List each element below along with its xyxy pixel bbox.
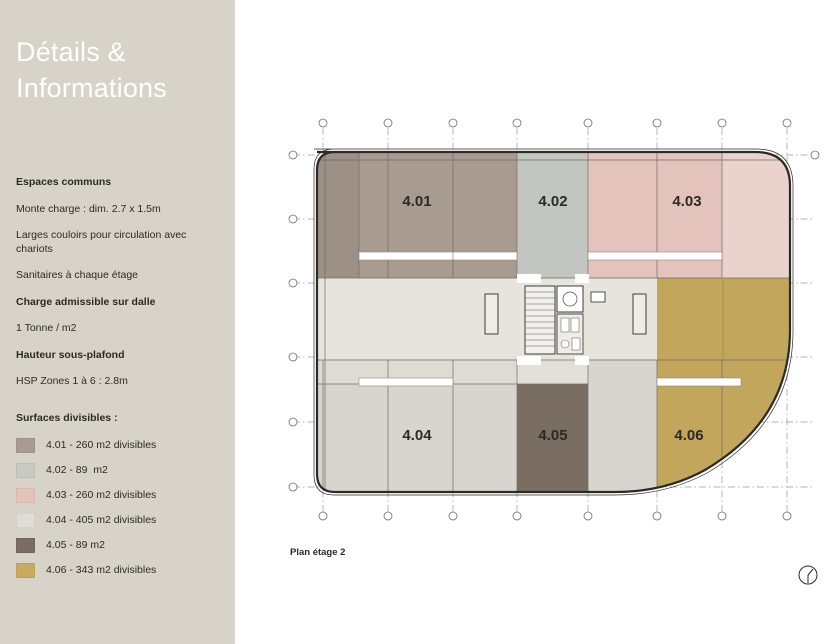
legend-label-405: 4.05 - 89 m2 (46, 539, 105, 551)
info-monte-charge: Monte charge : dim. 2.7 x 1.5m (16, 202, 161, 215)
zone-label-4-04: 4.04 (402, 427, 432, 444)
info-hsp-valeur: HSP Zones 1 à 6 : 2.8m (16, 375, 128, 387)
legend-item-402 (16, 461, 226, 479)
legend-label-403: 4.03 - 260 m2 divisibles (46, 489, 157, 501)
grid-bubbles-left (289, 151, 297, 491)
compass-icon (797, 564, 819, 586)
sidebar (0, 0, 235, 644)
floor-plan-drawing (235, 0, 834, 540)
zone-label-4-06: 4.06 (674, 427, 704, 444)
zone-label-4-03: 4.03 (672, 193, 702, 210)
legend-label-406: 4.06 - 343 m2 divisibles (46, 564, 157, 576)
page-title-line1: Détails & (16, 37, 126, 67)
legend-item-404 (16, 511, 226, 529)
legend-swatch-405 (16, 538, 35, 553)
legend-item-405 (16, 536, 226, 554)
core-stairs (525, 286, 555, 354)
core-elevator (557, 286, 583, 354)
legend-swatch-401 (16, 438, 35, 453)
page-title-line2: Informations (16, 73, 167, 103)
info-heading-charge-admissible: Charge admissible sur dalle (16, 295, 156, 308)
grid-bubbles-top (319, 119, 791, 127)
legend-swatch-403 (16, 488, 35, 503)
legend (16, 412, 226, 586)
info-block (16, 176, 221, 402)
zone-label-4-01: 4.01 (402, 193, 432, 210)
legend-item-406 (16, 561, 226, 579)
legend-item-401 (16, 436, 226, 454)
info-heading-hauteur-sous-plafond: Hauteur sous-plafond (16, 348, 125, 361)
info-sanitaires: Sanitaires à chaque étage (16, 269, 139, 281)
legend-item-403 (16, 486, 226, 504)
zone-4-02[interactable] (517, 152, 588, 278)
info-charge-valeur: 1 Tonne / m2 (16, 322, 77, 334)
info-heading-espaces-communs: Espaces communs (16, 176, 112, 188)
legend-label-404: 4.04 - 405 m2 divisibles (46, 514, 157, 526)
grid-bubbles-bottom (319, 512, 791, 520)
legend-swatch-402 (16, 463, 35, 478)
legend-title: Surfaces divisibles : (16, 412, 118, 424)
legend-label-402: 4.02 - 89 m2 (46, 464, 108, 476)
info-couloirs: Larges couloirs pour circulation avec chariots (16, 229, 187, 255)
legend-swatch-406 (16, 563, 35, 578)
zone-label-4-05: 4.05 (538, 427, 568, 444)
legend-swatch-404 (16, 513, 35, 528)
page-title (16, 34, 226, 106)
floor-plan-area (235, 0, 834, 644)
grid-bubbles-right (811, 151, 819, 159)
plan-caption: Plan étage 2 (290, 547, 346, 558)
legend-label-401: 4.01 - 260 m2 divisibles (46, 439, 157, 451)
zone-label-4-02: 4.02 (538, 193, 568, 210)
